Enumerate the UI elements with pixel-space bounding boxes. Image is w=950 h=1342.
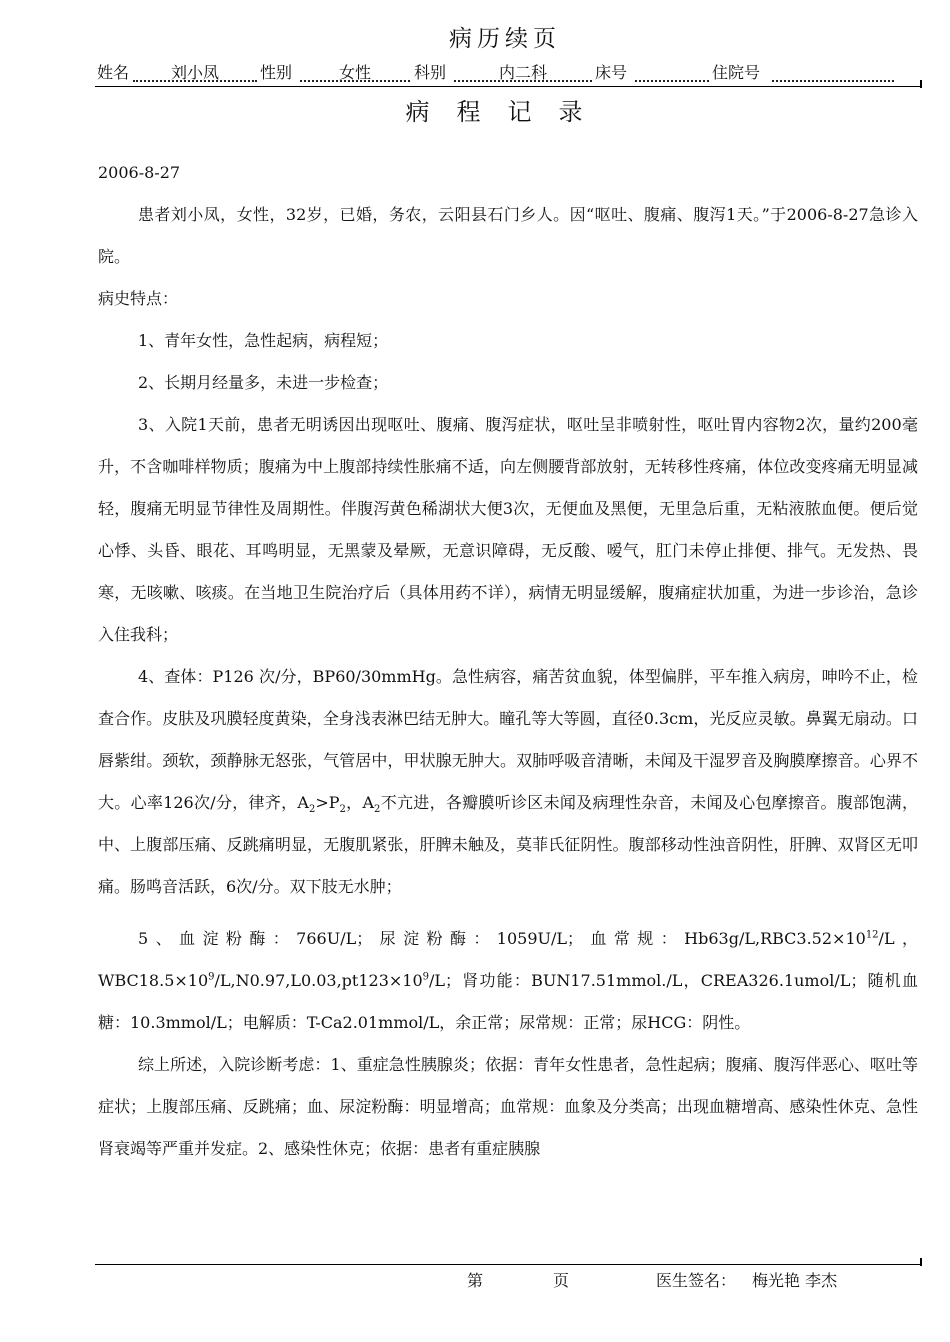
header-divider: [95, 86, 920, 87]
record-date: 2006-8-27: [98, 163, 181, 182]
feature-item-4: [98, 656, 918, 908]
page-label-ye: 页: [553, 1271, 570, 1290]
subscript-a2-b: 2: [374, 804, 381, 816]
feature-item-3: 3、入院1天前，患者无明诱因出现呕吐、腹痛、腹泻症状，呕吐呈非喷射性，呕吐胃内容物2次，量约200毫升，不含咖啡样物质；腹痛为中上腹部持续性胀痛不适，向左侧腰背部放射，无转移性疼痛，体位改变疼痛无明显减轻，腹痛无明显节律性及周期性。伴腹泻黄色稀湖状大便3次，无便血及黑便，无里急后重，无粘液脓血便。便后觉心悸、头昏、眼花、耳鸣明显，无黑蒙及晕厥，无意识障碍，无反酸、嗳气，肛门未停止排便、排气。无发热、畏寒，无咳嗽、咳痰。在当地卫生院治疗后（具体用药不详），病情无明显缓解，腹痛症状加重，为进一步诊治，急诊入住我科；: [98, 415, 918, 644]
exam-text-b: 不亢进，各瓣膜听诊区未闻及病理性杂音，未闻及心包摩擦音。腹部饱满，中、上腹部压痛、反跳痛明显，无腹肌紧张，肝脾未触及，莫菲氏征阴性。腹部移动性浊音阴性，肝脾、双肾区无叩痛。肠鸣音活跃，6次/分。双下肢无水肿；: [98, 793, 918, 896]
feature-item-5: [98, 918, 918, 1044]
feature-item-2: 2、长期月经量多，未进一步检查；: [138, 373, 389, 392]
exam-text-gt: >P: [315, 793, 340, 812]
superscript-12: 12: [865, 929, 879, 941]
admission-no-value: [772, 60, 894, 82]
superscript-9b: 9: [422, 971, 430, 983]
lab-text-b: /L，WBC18.5×10: [98, 929, 918, 990]
footer-divider-tick: [920, 1258, 922, 1266]
sex-value: 女性: [300, 60, 410, 82]
superscript-9a: 9: [208, 971, 215, 983]
lab-text-c: /L,N0.97,L0.03,pt123×10: [214, 971, 423, 990]
feature-item-1: 1、青年女性，急性起病，病程短；: [138, 331, 389, 350]
subscript-p2: 2: [339, 804, 346, 816]
exam-text-mid: ，A: [345, 793, 375, 812]
record-title: 病程记录: [405, 98, 610, 126]
page-label-di: 第: [467, 1271, 484, 1290]
sex-label: 性别: [260, 63, 293, 82]
header-divider-tick: [920, 80, 922, 88]
features-heading: 病史特点：: [98, 289, 179, 308]
exam-text-a: 4、查体：P126 次/分，BP60/30mmHg。急性病容，痛苦贫血貌，体型偏胖，平车推入病房，呻吟不止，检查合作。皮肤及巩膜轻度黄染，全身浅表淋巴结无肿大。瞳孔等大等圆，直径0.3cm，光反应灵敏。鼻翼无扇动。口唇紫绀。颈软，颈静脉无怒张，气管居中，甲状腺无肿大。双肺呼吸音清晰，未闻及干湿罗音及胸膜摩擦音。心界不大。心率126次/分，律齐，A: [98, 667, 918, 812]
page-title: 病历续页: [449, 26, 561, 52]
bed-value: [635, 60, 709, 82]
dept-value: 内二科: [454, 60, 592, 82]
lab-text-a: 5、血淀粉酶：766U/L；尿淀粉酶：1059U/L；血常规：Hb63g/L,RBC3.52×10: [138, 929, 866, 948]
footer-divider: [95, 1264, 920, 1265]
diagnosis-summary: 综上所述，入院诊断考虑：1、重症急性胰腺炎；依据：青年女性患者，急性起病；腹痛、腹泻伴恶心、呕吐等症状；上腹部压痛、反跳痛；血、尿淀粉酶：明显增高；血常规：血象及分类高；出现血糖增高、感染性休克、急性肾衰竭等严重并发症。2、感染性休克；依据：患者有重症胰腺: [98, 1055, 918, 1158]
subscript-a2: 2: [308, 804, 316, 816]
dept-label: 科别: [414, 63, 447, 82]
lab-text-d: /L；肾功能：BUN17.51mmol./L，CREA326.1umol/L；随机血糖：10.3mmol/L；电解质：T-Ca2.01mmol/L，余正常；尿常规：正常；尿HCG：阴性。: [98, 971, 918, 1032]
record-body: [98, 152, 918, 1170]
name-value: 刘小凤: [133, 60, 257, 82]
bed-label: 床号: [595, 63, 628, 82]
signature-names: 梅光艳 李杰: [752, 1271, 838, 1290]
name-label: 姓名: [97, 63, 130, 82]
admission-no-label: 住院号: [712, 63, 761, 82]
patient-info-row: [97, 60, 919, 84]
signature-label: 医生签名：: [656, 1271, 737, 1290]
record-intro: 患者刘小凤，女性，32岁，已婚，务农，云阳县石门乡人。因“呕吐、腹痛、腹泻1天。”于2006-8-27急诊入院。: [98, 205, 918, 266]
